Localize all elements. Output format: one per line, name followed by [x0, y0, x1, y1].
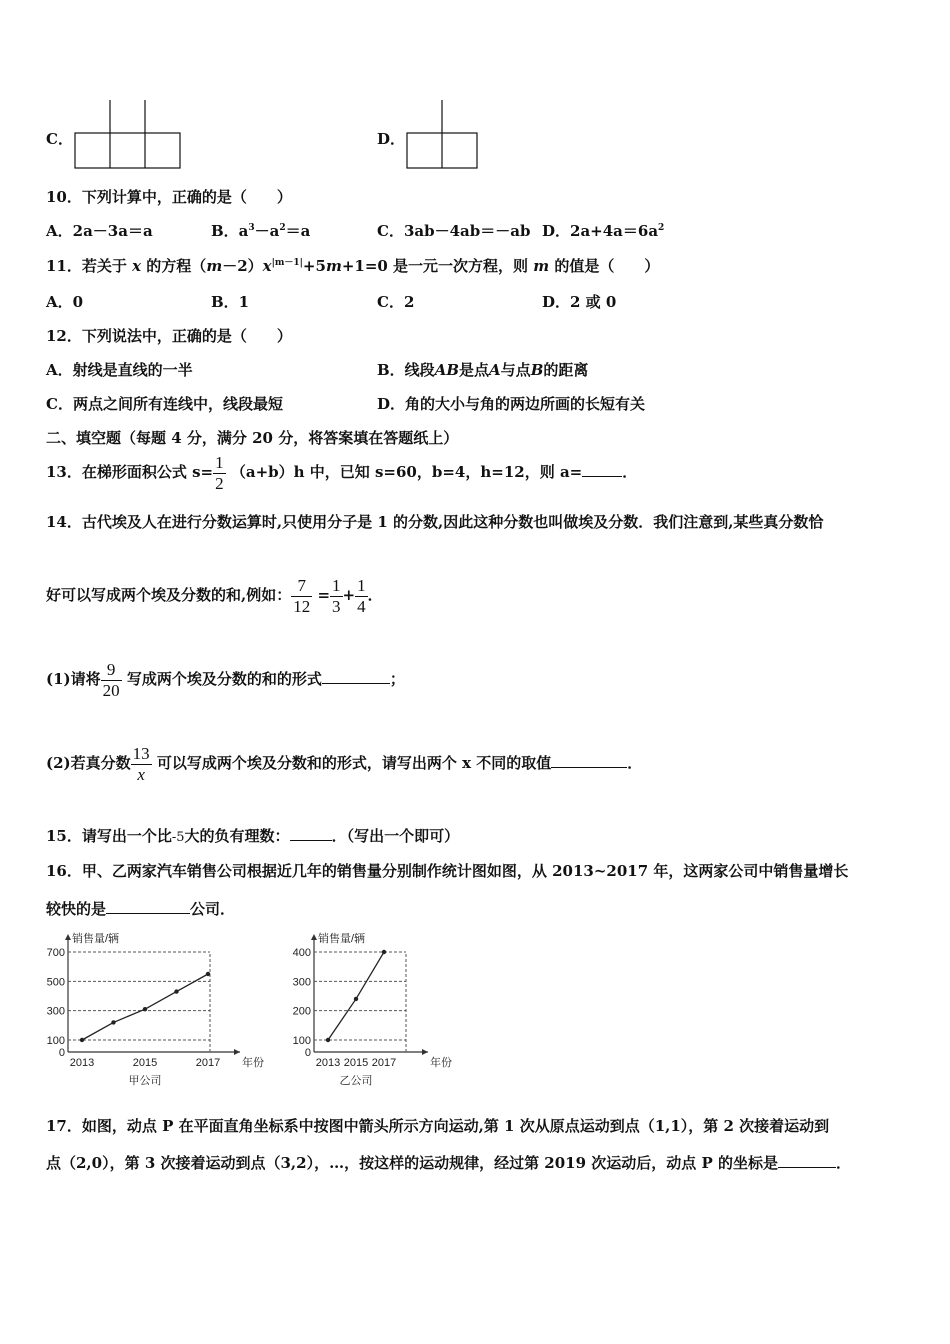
q11-option-b: B．1 — [211, 293, 250, 311]
chart-title: 乙公司 — [339, 1075, 373, 1087]
q13: 13．在梯形面积公式 s= $\frac{1}{2}$ （a+b）h 中，已知 s=60，b=4，h=12，则 a= ． — [46, 452, 638, 493]
q14-part2-answer-blank — [551, 766, 627, 768]
y-axis-label: 销售量/辆 — [72, 933, 120, 945]
x-tick-label: 2013 — [315, 1057, 341, 1069]
y-tick-label: 0 — [58, 1047, 65, 1059]
q12-option-d: D．角的大小与角的两边所画的长短有关 — [377, 395, 646, 413]
q14-part1-answer-blank — [322, 682, 390, 684]
q12-option-b: B．线段AB是点A与点B的距离 — [377, 361, 589, 379]
x-tick-label: 2017 — [195, 1057, 221, 1069]
y-axis-arrow — [65, 934, 71, 940]
q15-answer-blank — [290, 839, 332, 841]
q11-option-c: C．2 — [377, 293, 415, 311]
data-point — [143, 1007, 147, 1011]
x-axis-arrow — [422, 1049, 428, 1055]
q17-line1: 17．如图，动点 P 在平面直角坐标系中按图中箭头所示方向运动,第 1 次从原点运动到点（1,1），第 2 次接着运动到 — [46, 1117, 830, 1135]
y-tick-label: 500 — [46, 976, 65, 989]
chart-company-yi — [288, 924, 458, 1094]
q9-option-d-diagram — [404, 98, 480, 170]
q10-stem: 10．下列计算中，正确的是（ ） — [46, 188, 292, 206]
q17-answer-blank — [778, 1166, 836, 1168]
x-tick-label: 2013 — [69, 1057, 95, 1069]
q11-option-d: D．2 或 0 — [542, 293, 617, 311]
data-point — [174, 989, 178, 993]
q9-option-d-label: D． — [377, 130, 406, 148]
q12-option-c: C．两点之间所有连线中，线段最短 — [46, 395, 283, 413]
x-axis-label: 年份 — [242, 1057, 264, 1069]
chart-company-jia — [40, 924, 264, 1094]
q10-option-d: D．$2a+4a=6a^2$ — [542, 222, 665, 240]
chart-title: 甲公司 — [128, 1075, 162, 1087]
q15: 15．请写出一个比-5大的负有理数： ．（写出一个即可） — [46, 827, 460, 845]
data-point — [111, 1020, 115, 1024]
y-tick-label: 400 — [292, 947, 311, 959]
q17-line2: 点（2,0），第 3 次接着运动到点（3,2），…，按这样的运动规律，经过第 2019 次运动后，动点 P 的坐标是 ． — [46, 1154, 852, 1172]
y-tick-label: 300 — [46, 1005, 65, 1018]
data-point — [80, 1038, 84, 1042]
y-axis-arrow — [311, 934, 317, 940]
q10-option-a: A．2a－3a＝a — [46, 222, 153, 240]
data-point — [206, 972, 210, 976]
q9-option-c-diagram — [72, 98, 184, 170]
y-tick-label: 700 — [46, 947, 65, 959]
q16-line2: 较快的是 公司． — [46, 900, 236, 918]
x-tick-label: 2017 — [371, 1057, 397, 1069]
data-point — [326, 1038, 330, 1042]
y-tick-label: 200 — [292, 1005, 311, 1018]
y-tick-label: 300 — [292, 976, 311, 989]
q10-option-b: B．$a^3-a^2=a$ — [211, 222, 311, 240]
q16-answer-blank — [106, 912, 190, 914]
x-tick-label: 2015 — [132, 1057, 158, 1069]
x-tick-label: 2015 — [343, 1057, 369, 1069]
q12-option-a: A．射线是直线的一半 — [46, 361, 193, 379]
data-point — [354, 997, 358, 1001]
q13-answer-blank — [582, 475, 622, 477]
q16-line1: 16．甲、乙两家汽车销售公司根据近几年的销售量分别制作统计图如图，从 2013~2017 年，这两家公司中销售量增长 — [46, 862, 849, 880]
x-axis-label: 年份 — [430, 1057, 452, 1069]
section-2-heading: 二、填空题（每题 4 分，满分 20 分，将答案填在答题纸上） — [46, 429, 459, 447]
y-axis-label: 销售量/辆 — [318, 933, 366, 945]
q14-line2: 好可以写成两个埃及分数的和,例如： $\frac{7}{12}$ = $\frac{1}{3}$ + $\frac{1}{4}$ ． — [46, 575, 383, 616]
q11-stem: 11．若关于 x 的方程$(m-2)x^{|m-1|}+5m+1=0$ 是一元一次方程，则 m 的值是（ ） — [46, 257, 660, 275]
q9-option-c-label: C． — [46, 130, 73, 148]
q12-stem: 12．下列说法中，正确的是（ ） — [46, 327, 292, 345]
series-line — [328, 952, 384, 1040]
q10-option-c: C．3ab－4ab＝－ab — [377, 222, 531, 240]
data-point — [382, 950, 386, 954]
q14-part2: (2)若真分数 $\frac{13}{x}$ 可以写成两个埃及分数和的形式，请写出两个 x 不同的取值 ． — [46, 743, 643, 784]
q13-fraction: $\frac{1}{2}$ — [215, 452, 224, 493]
y-tick-label: 100 — [46, 1035, 65, 1047]
x-axis-arrow — [234, 1049, 240, 1055]
q14-part1: (1)请将 $\frac{9}{20}$ 写成两个埃及分数的和的形式 ； — [46, 659, 405, 700]
q11-option-a: A．0 — [46, 293, 84, 311]
q14-line1: 14．古代埃及人在进行分数运算时,只使用分子是 1 的分数,因此这种分数也叫做埃及分数．我们注意到,某些真分数恰 — [46, 513, 824, 531]
y-tick-label: 0 — [304, 1047, 311, 1059]
y-tick-label: 100 — [292, 1035, 311, 1047]
